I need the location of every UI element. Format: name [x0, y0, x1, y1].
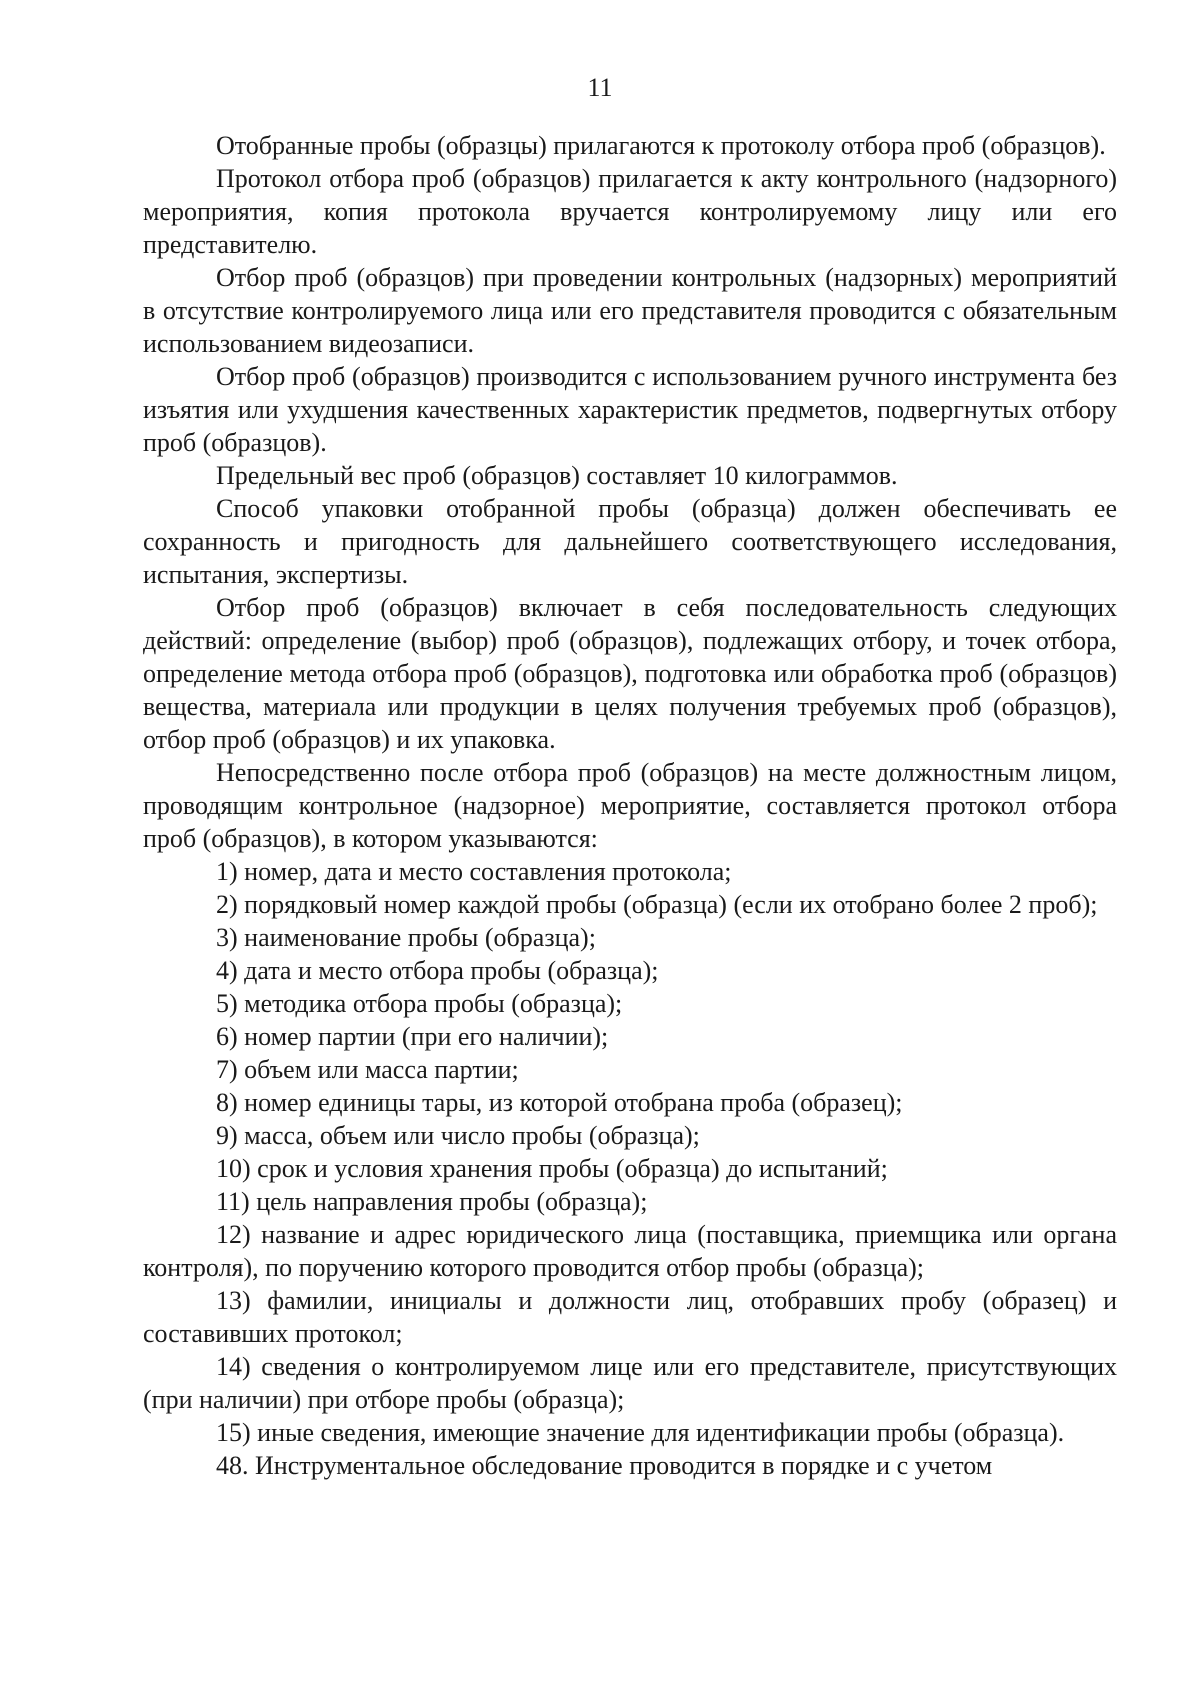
paragraph: Протокол отбора проб (образцов) прилагается к акту контрольного (надзорного) мероприятия, копия протокола вручается контролируемому лицу или его представителю.: [143, 164, 1117, 259]
list-item: 10) срок и условия хранения пробы (образца) до испытаний;: [216, 1154, 888, 1183]
list-item: 12) название и адрес юридического лица (поставщика, приемщика или органа контроля), по поручению которого проводится отбор пробы (образца);: [143, 1220, 1117, 1282]
paragraph: Отбор проб (образцов) при проведении контрольных (надзорных) мероприятий в отсутствие контролируемого лица или его представителя проводится с обязательным использованием видеозаписи.: [143, 263, 1117, 358]
list-item: 2) порядковый номер каждой пробы (образца) (если их отобрано более 2 проб);: [216, 890, 1098, 919]
list-item: 14) сведения о контролируемом лице или его представителе, присутствующих (при наличии) при отборе пробы (образца);: [143, 1352, 1117, 1414]
paragraph: Отбор проб (образцов) включает в себя последовательность следующих действий: определение (выбор) проб (образцов), подлежащих отбору, и точек отбора, определение метода отбора проб (образцов), подготовка или обработка проб (образцов) вещества, материала или продукции в целях получения требуемых проб (образцов), отбор проб (образцов) и их упаковка.: [143, 593, 1117, 754]
list-item: 1) номер, дата и место составления протокола;: [216, 857, 732, 886]
paragraph: Отобранные пробы (образцы) прилагаются к протоколу отбора проб (образцов).: [216, 131, 1106, 160]
paragraph: Отбор проб (образцов) производится с использованием ручного инструмента без изъятия или ухудшения качественных характеристик предметов, подвергнутых отбору проб (образцов).: [143, 362, 1117, 457]
list-item: 7) объем или масса партии;: [216, 1055, 519, 1084]
list-item: 11) цель направления пробы (образца);: [216, 1187, 648, 1216]
list-item: 6) номер партии (при его наличии);: [216, 1022, 609, 1051]
paragraph: 48. Инструментальное обследование проводится в порядке и с учетом: [216, 1451, 993, 1480]
paragraph: Непосредственно после отбора проб (образцов) на месте должностным лицом, проводящим контрольное (надзорное) мероприятие, составляется протокол отбора проб (образцов), в котором указываются:: [143, 758, 1117, 853]
list-item: 4) дата и место отбора пробы (образца);: [216, 956, 659, 985]
list-item: 15) иные сведения, имеющие значение для идентификации пробы (образца).: [216, 1418, 1065, 1447]
paragraph: Способ упаковки отобранной пробы (образца) должен обеспечивать ее сохранность и пригодность для дальнейшего соответствующего исследования, испытания, экспертизы.: [143, 494, 1117, 589]
list-item: 5) методика отбора пробы (образца);: [216, 989, 623, 1018]
list-item: 13) фамилии, инициалы и должности лиц, отобравших пробу (образец) и составивших протокол;: [143, 1286, 1117, 1348]
list-item: 3) наименование пробы (образца);: [216, 923, 596, 952]
paragraph: Предельный вес проб (образцов) составляет 10 килограммов.: [216, 461, 898, 490]
list-item: 8) номер единицы тары, из которой отобрана проба (образец);: [216, 1088, 903, 1117]
list-item: 9) масса, объем или число пробы (образца);: [216, 1121, 700, 1150]
page-number: 11: [587, 73, 613, 102]
document-body: [143, 129, 1117, 1482]
